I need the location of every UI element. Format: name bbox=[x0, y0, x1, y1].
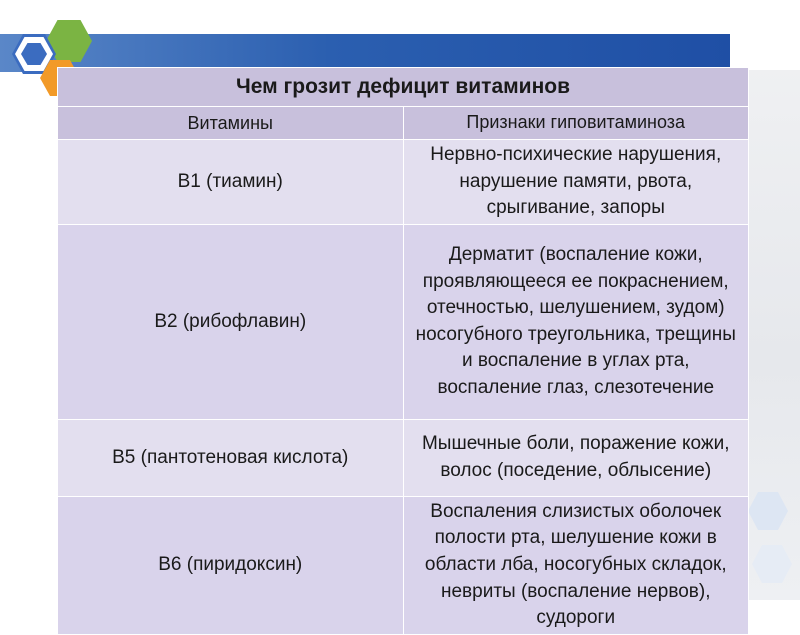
table-row bbox=[58, 140, 749, 225]
signs-cell: Дерматит (воспаление кожи, проявляющееся ее покраснением, отечностью, шелушением, зудом) носогубного треугольника, трещины и воспаление в углах рта, воспаление глаз, слезотечение bbox=[403, 224, 749, 419]
vitamin-table-container bbox=[57, 67, 749, 629]
table-row bbox=[58, 496, 749, 634]
vitamin-cell: В5 (пантотеновая кислота) bbox=[58, 419, 404, 496]
signs-cell: Мышечные боли, поражение кожи, волос (поседение, облысение) bbox=[403, 419, 749, 496]
header-vitamins: Витамины bbox=[58, 107, 404, 140]
header-signs: Признаки гиповитаминоза bbox=[403, 107, 749, 140]
table-row bbox=[58, 224, 749, 419]
vitamin-deficiency-table bbox=[57, 67, 749, 635]
vitamin-cell: В6 (пиридоксин) bbox=[58, 496, 404, 634]
table-header-row bbox=[58, 107, 749, 140]
table-title: Чем грозит дефицит витаминов bbox=[58, 68, 749, 107]
table-row bbox=[58, 419, 749, 496]
signs-cell: Нервно-психические нарушения, нарушение памяти, рвота, срыгивание, запоры bbox=[403, 140, 749, 225]
table-title-row bbox=[58, 68, 749, 107]
vitamin-cell: В1 (тиамин) bbox=[58, 140, 404, 225]
vitamin-cell: В2 (рибофлавин) bbox=[58, 224, 404, 419]
signs-cell: Воспаления слизистых оболочек полости рта, шелушение кожи в области лба, носогубных складок, невриты (воспаление нервов), судороги bbox=[403, 496, 749, 634]
